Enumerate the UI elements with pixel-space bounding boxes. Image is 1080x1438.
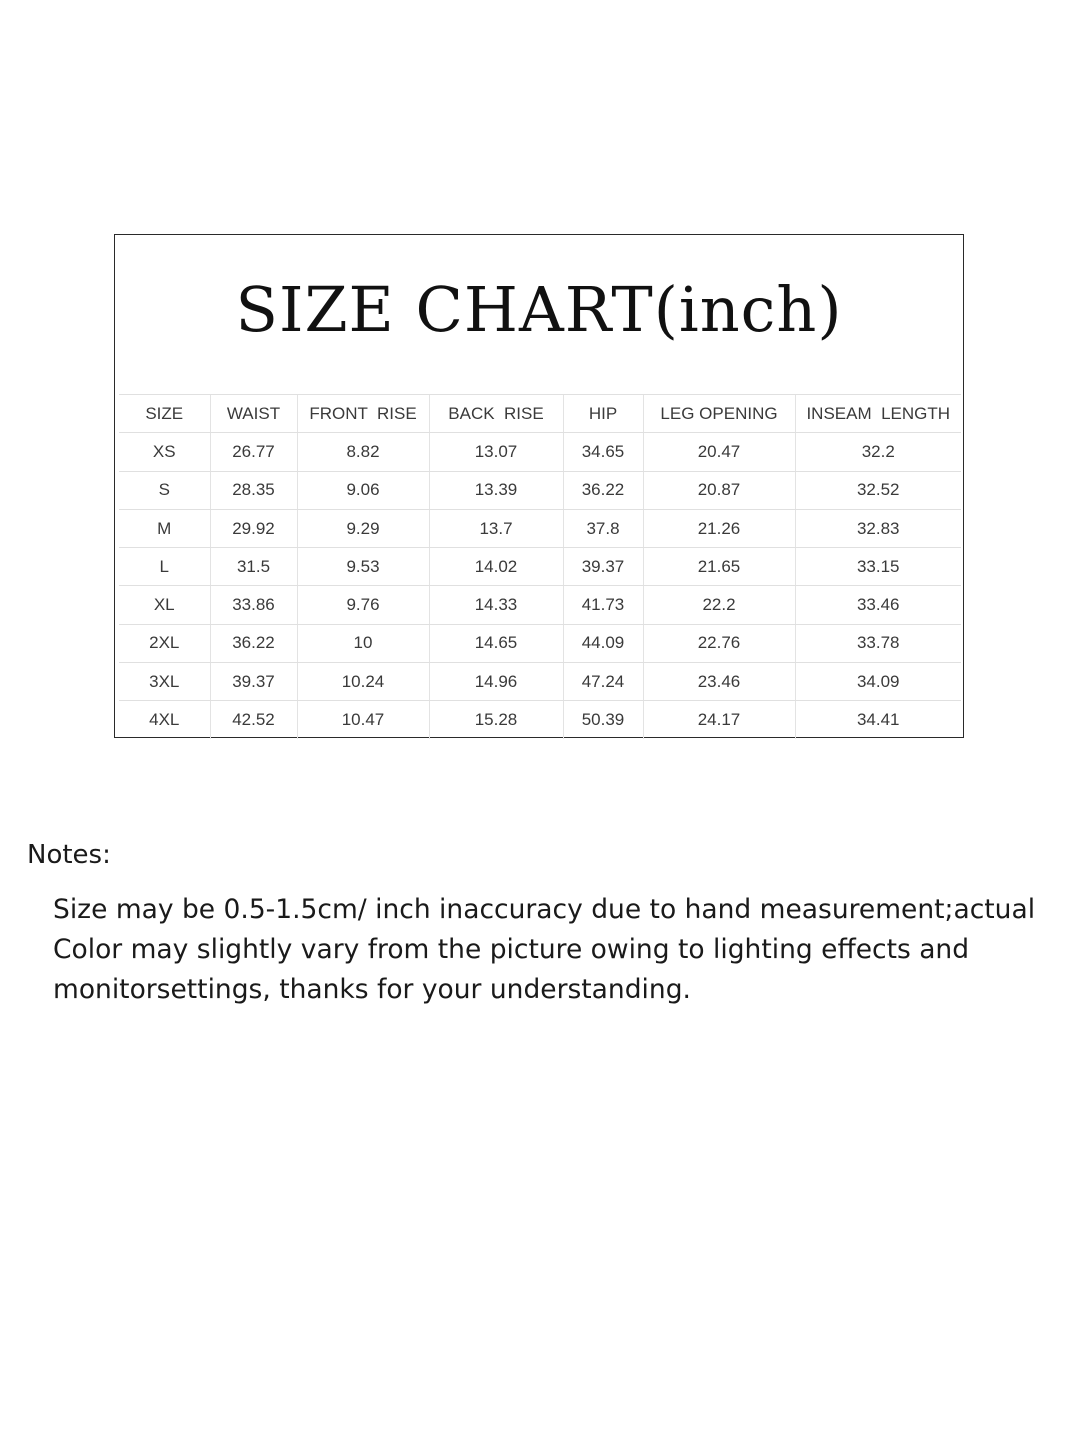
cell-front-rise: 10.47 xyxy=(297,701,429,739)
table-row xyxy=(119,663,961,701)
cell-leg-opening: 22.2 xyxy=(643,586,795,624)
table-row xyxy=(119,471,961,509)
header-inseam-length: INSEAM LENGTH xyxy=(795,395,961,433)
cell-size: 3XL xyxy=(119,663,210,701)
cell-inseam-length: 32.83 xyxy=(795,509,961,547)
table-row xyxy=(119,701,961,739)
cell-leg-opening: 20.87 xyxy=(643,471,795,509)
cell-size: XS xyxy=(119,433,210,471)
notes-line: Color may slightly vary from the picture owing to lighting effects and xyxy=(53,934,970,965)
cell-size: 2XL xyxy=(119,624,210,662)
chart-title: SIZE CHART(inch) xyxy=(235,273,843,346)
notes-line: Size may be 0.5-1.5cm/ inch inaccuracy due to hand measurement;actual xyxy=(53,894,1036,925)
cell-leg-opening: 20.47 xyxy=(643,433,795,471)
cell-hip: 47.24 xyxy=(563,663,643,701)
cell-hip: 39.37 xyxy=(563,548,643,586)
cell-hip: 50.39 xyxy=(563,701,643,739)
cell-inseam-length: 32.52 xyxy=(795,471,961,509)
cell-size: M xyxy=(119,509,210,547)
cell-size: XL xyxy=(119,586,210,624)
cell-inseam-length: 34.41 xyxy=(795,701,961,739)
cell-waist: 42.52 xyxy=(210,701,297,739)
cell-hip: 34.65 xyxy=(563,433,643,471)
notes-line: monitorsettings, thanks for your understanding. xyxy=(53,974,691,1005)
header-front-rise: FRONT RISE xyxy=(297,395,429,433)
cell-waist: 31.5 xyxy=(210,548,297,586)
size-chart xyxy=(114,234,964,738)
cell-front-rise: 10.24 xyxy=(297,663,429,701)
cell-leg-opening: 24.17 xyxy=(643,701,795,739)
cell-back-rise: 14.96 xyxy=(429,663,563,701)
cell-inseam-length: 33.78 xyxy=(795,624,961,662)
cell-leg-opening: 21.26 xyxy=(643,509,795,547)
cell-inseam-length: 33.15 xyxy=(795,548,961,586)
cell-waist: 36.22 xyxy=(210,624,297,662)
notes-heading: Notes: xyxy=(27,840,111,870)
header-hip: HIP xyxy=(563,395,643,433)
cell-front-rise: 9.53 xyxy=(297,548,429,586)
cell-hip: 36.22 xyxy=(563,471,643,509)
table-row xyxy=(119,509,961,547)
table-row xyxy=(119,433,961,471)
cell-back-rise: 13.07 xyxy=(429,433,563,471)
header-size: SIZE xyxy=(119,395,210,433)
cell-front-rise: 9.29 xyxy=(297,509,429,547)
table-row xyxy=(119,624,961,662)
cell-size: 4XL xyxy=(149,710,180,730)
cell-back-rise: 13.39 xyxy=(429,471,563,509)
cell-back-rise: 15.28 xyxy=(429,701,563,739)
cell-front-rise: 9.76 xyxy=(297,586,429,624)
cell-hip: 44.09 xyxy=(563,624,643,662)
cell-front-rise: 8.82 xyxy=(297,433,429,471)
header-waist: WAIST xyxy=(210,395,297,433)
cell-waist: 28.35 xyxy=(210,471,297,509)
cell-inseam-length: 33.46 xyxy=(795,586,961,624)
cell-front-rise: 9.06 xyxy=(297,471,429,509)
cell-size: S xyxy=(119,471,210,509)
cell-waist: 33.86 xyxy=(210,586,297,624)
header-leg-opening: LEG OPENING xyxy=(643,395,795,433)
cell-inseam-length: 34.09 xyxy=(795,663,961,701)
cell-waist: 26.77 xyxy=(210,433,297,471)
cell-waist: 39.37 xyxy=(210,663,297,701)
cell-back-rise: 14.65 xyxy=(429,624,563,662)
table-row xyxy=(119,586,961,624)
header-back-rise: BACK RISE xyxy=(429,395,563,433)
size-table xyxy=(119,394,961,739)
cell-waist: 29.92 xyxy=(210,509,297,547)
table-header-row xyxy=(119,395,961,433)
cell-size: L xyxy=(119,548,210,586)
cell-inseam-length: 32.2 xyxy=(795,433,961,471)
cell-back-rise: 14.02 xyxy=(429,548,563,586)
cell-back-rise: 14.33 xyxy=(429,586,563,624)
cell-hip: 41.73 xyxy=(563,586,643,624)
cell-hip: 37.8 xyxy=(563,509,643,547)
table-row xyxy=(119,548,961,586)
cell-leg-opening: 22.76 xyxy=(643,624,795,662)
cell-leg-opening: 21.65 xyxy=(643,548,795,586)
cell-leg-opening: 23.46 xyxy=(643,663,795,701)
cell-front-rise: 10 xyxy=(297,624,429,662)
notes-body xyxy=(53,890,1073,1010)
cell-back-rise: 13.7 xyxy=(429,509,563,547)
